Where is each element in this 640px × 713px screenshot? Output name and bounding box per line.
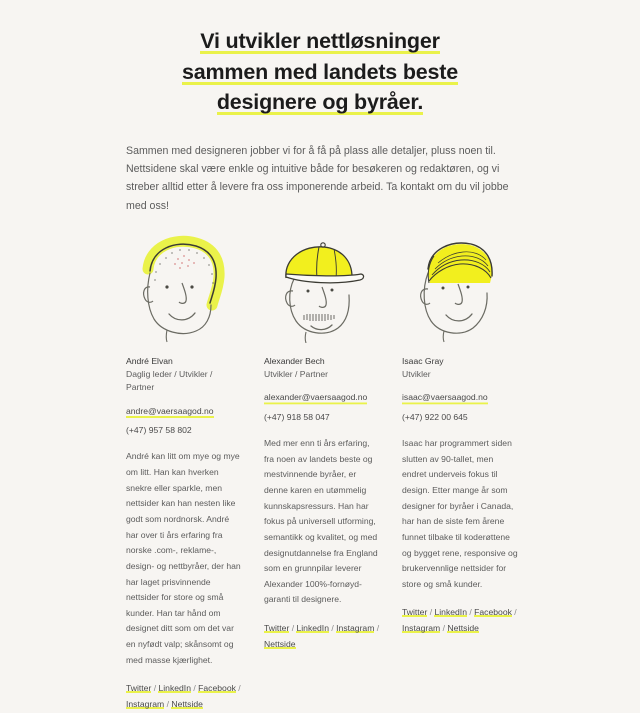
social-link-instagram[interactable]: Instagram	[402, 623, 441, 634]
member-social-links: Twitter / LinkedIn / Facebook / Instagram / Nettside	[402, 607, 517, 634]
social-link-linkedin[interactable]: LinkedIn	[434, 607, 467, 618]
social-link-twitter[interactable]: Twitter	[402, 607, 428, 618]
team-member-card	[264, 231, 380, 713]
member-role: Utvikler / Partner	[264, 369, 328, 380]
social-link-facebook[interactable]: Facebook	[474, 607, 512, 618]
social-link-linkedin[interactable]: LinkedIn	[296, 623, 329, 634]
team-member-card	[126, 231, 242, 713]
member-phone: (+47) 957 58 802	[126, 425, 192, 436]
member-phone: (+47) 918 58 047	[264, 411, 330, 422]
social-link-website[interactable]: Nettside	[264, 638, 296, 649]
social-link-instagram[interactable]: Instagram	[336, 623, 375, 634]
member-email-wrap	[126, 401, 242, 422]
social-link-website[interactable]: Nettside	[447, 623, 479, 634]
page-title-line-1: Vi utvikler nettløsninger	[200, 29, 440, 54]
member-bio: Med mer enn ti års erfaring, fra noen av landets beste og mestvinnende byråer, er denne karen en utømmelig kunnskapsressurs. Han har fokus på universell utforming, semantikk og kvalitet, og med designutdannelse fra England som en grunnpilar leverer Alexander 100%-fornøyd-garanti til designere.	[264, 438, 378, 605]
member-bio: Isaac har programmert siden slutten av 90-tallet, men endret underveis fokus til design. Etter mange år som designer for byråer i Canada, har han de siste fem årene funnet tilbake til koderøttene og bygget rene, responsive og brukervennlige nettsider for store og små kunder.	[402, 438, 518, 589]
team-member-list	[126, 231, 518, 713]
social-link-linkedin[interactable]: LinkedIn	[158, 683, 191, 694]
intro-paragraph: Sammen med designeren jobber vi for å få på plass alle detaljer, pluss noen til. Nettsidene skal være enkle og intuitive både for besøkeren og redaktøren, og vi streber alltid etter å levere fra oss imponerende arbeid. Ta kontakt om du vil jobbe med oss!	[126, 144, 509, 212]
member-email-link[interactable]: isaac@vaersaagod.no	[402, 391, 488, 404]
social-link-twitter[interactable]: Twitter	[264, 623, 290, 634]
member-email-wrap	[264, 387, 380, 408]
portrait-illustration-isaac	[402, 231, 518, 343]
social-link-twitter[interactable]: Twitter	[126, 683, 152, 694]
member-social-links: Twitter / LinkedIn / Facebook / Instagram / Nettside	[126, 683, 241, 709]
page-title-line-2: sammen med landets beste	[181, 59, 458, 84]
social-link-instagram[interactable]: Instagram	[126, 698, 165, 709]
member-name: Alexander Bech	[264, 355, 325, 366]
portrait-illustration-alexander	[264, 231, 380, 343]
page-title-line-3: designere og byråer.	[216, 90, 424, 115]
member-social-links: Twitter / LinkedIn / Instagram / Nettside	[264, 623, 380, 649]
member-name: Isaac Gray	[402, 355, 444, 366]
contact-team-page	[0, 14, 640, 709]
member-email-link[interactable]: alexander@vaersaagod.no	[264, 391, 367, 404]
member-role: Utvikler	[402, 369, 431, 380]
portrait-illustration-andre	[126, 231, 242, 343]
team-member-card	[402, 231, 518, 713]
social-link-facebook[interactable]: Facebook	[198, 683, 236, 694]
social-link-website[interactable]: Nettside	[171, 698, 203, 709]
member-bio: André kan litt om mye og mye om litt. Han kan hverken snekre eller sparkle, men nettsider kan han nesten like godt som nordnorsk. André har over ti års erfaring fra norske .com-, reklame-, design- og nettbyråer, der han har laget prisvinnende nettsider for store og små kunder. Han tar hånd om designet ditt som om det var en nyfødt valp; skånsomt og med masse kjærlighet.	[126, 451, 241, 665]
member-email-wrap	[402, 387, 518, 408]
member-phone: (+47) 922 00 645	[402, 411, 468, 422]
member-role: Daglig leder / Utvikler / Partner	[126, 369, 213, 393]
page-title	[0, 14, 640, 118]
member-name: André Elvan	[126, 355, 173, 366]
member-email-link[interactable]: andre@vaersaagod.no	[126, 405, 214, 418]
